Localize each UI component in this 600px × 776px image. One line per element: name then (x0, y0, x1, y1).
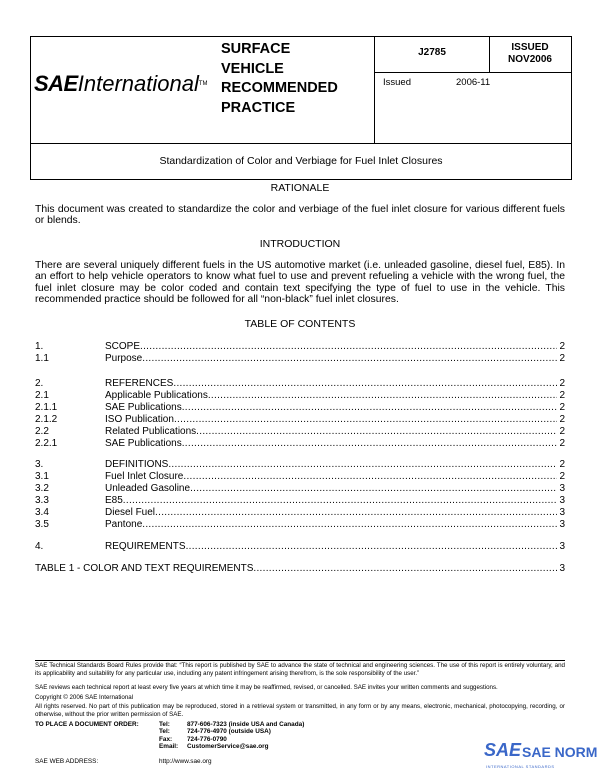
toc-leader-dots (174, 414, 557, 426)
toc-entry-title: Applicable Publications (105, 390, 208, 401)
toc-leader-dots (140, 341, 557, 353)
toc-heading: TABLE OF CONTENTS (244, 318, 356, 330)
toc-entry-number: 3.3 (35, 495, 49, 506)
toc-entry-title: SCOPE (105, 341, 141, 352)
rationale-text: This document was created to standardize the color and verbiage of the fuel inlet closure for various different fuels or blends. (35, 204, 565, 227)
toc-entry-title: Purpose (105, 353, 143, 364)
toc-entry-number: 2.2.1 (35, 438, 58, 449)
header-divider (374, 72, 571, 73)
toc-entry-title: TABLE 1 - COLOR AND TEXT REQUIREMENTS (35, 563, 254, 574)
footer-copyright: Copyright © 2006 SAE International (35, 694, 134, 701)
toc-entry-page: 3 (559, 519, 565, 530)
web-address-link[interactable]: http://www.sae.org (159, 758, 212, 765)
toc-entry[interactable] (35, 541, 565, 553)
issued-date: 2006-11 (456, 77, 491, 88)
toc-entry-page: 2 (559, 402, 565, 413)
toc-entry[interactable] (35, 563, 565, 575)
toc-leader-dots (168, 459, 557, 471)
toc-entry[interactable] (35, 402, 565, 414)
toc-entry-number: 2.1 (35, 390, 49, 401)
toc-entry-number: 3.2 (35, 483, 49, 494)
document-number: J2785 (418, 47, 446, 58)
rationale-heading: RATIONALE (270, 182, 330, 194)
footer-review: SAE reviews each technical report at least every five years at which time it may be reaffirmed, revised, or cancelled. SAE invites your written comments and suggestions. (35, 684, 498, 691)
toc-entry-number: 4. (35, 541, 44, 552)
toc-leader-dots (190, 483, 557, 495)
toc-leader-dots (196, 426, 557, 438)
contact-line: Tel: 877-606-7323 (inside USA and Canada) (159, 721, 305, 728)
document-title: Standardization of Color and Verbiage for Fuel Inlet Closures (30, 142, 572, 180)
toc-entry-number: 2.1.2 (35, 414, 58, 425)
issued-label: Issued (383, 77, 411, 88)
toc-entry-page: 2 (559, 459, 565, 470)
toc-leader-dots (155, 507, 557, 519)
toc-entry[interactable] (35, 471, 565, 483)
toc-leader-dots (208, 390, 557, 402)
introduction-text: There are several uniquely different fuels in the US automotive market (i.e. unleaded gasoline, diesel fuel, E85). In an effort to help vehicle operators to know what fuel to use and prevent refueling a vehicle with the wrong fuel, the fuel inlet closure may be color coded and contain text specifying the type of fuel to use in the vehicle. This recommended practice should be followed for all “non-black” fuel inlet closures. (35, 260, 565, 305)
toc-entry-title: Related Publications (105, 426, 197, 437)
issued-status: ISSUED NOV2006 (508, 42, 552, 65)
toc-entry-number: 1. (35, 341, 44, 352)
toc-entry-title: DEFINITIONS (105, 459, 169, 470)
toc-entry-title: E85 (105, 495, 123, 506)
toc-leader-dots (182, 438, 557, 450)
toc-entry-page: 3 (559, 483, 565, 494)
toc-entry-page: 2 (559, 426, 565, 437)
toc-entry-number: 1.1 (35, 353, 49, 364)
toc-entry-number: 2.2 (35, 426, 49, 437)
toc-entry[interactable] (35, 507, 565, 519)
order-label: TO PLACE A DOCUMENT ORDER: (35, 721, 139, 728)
toc-entry[interactable] (35, 495, 565, 507)
toc-entry-title: REQUIREMENTS (105, 541, 186, 552)
toc-entry[interactable] (35, 378, 565, 390)
toc-entry-number: 3. (35, 459, 44, 470)
toc-entry-number: 3.5 (35, 519, 49, 530)
toc-entry-title: SAE Publications (105, 402, 182, 413)
toc-entry-page: 2 (559, 414, 565, 425)
toc-entry-title: REFERENCES (105, 378, 174, 389)
footer-rules: SAE Technical Standards Board Rules provide that: “This report is published by SAE to advance the state of technical and engineering sciences. The use of this report is entirely voluntary, and its applicability and suitability for any particular use, including any patent infringement arising therefrom, is the sole responsibility of the user.” (35, 662, 565, 677)
toc-entry-page: 3 (559, 563, 565, 574)
toc-leader-dots (123, 495, 557, 507)
toc-entry-page: 2 (559, 471, 565, 482)
footer-rights: All rights reserved. No part of this publication may be reproduced, stored in a retrieval system or transmitted, in any form or by any means, electronic, mechanical, photocopying, recording, or otherwise, without the prior written permission of SAE. (35, 703, 565, 718)
toc-entry[interactable] (35, 483, 565, 495)
toc-leader-dots (183, 471, 557, 483)
toc-entry[interactable] (35, 414, 565, 426)
footer-divider (35, 660, 565, 661)
toc-entry[interactable] (35, 519, 565, 531)
toc-leader-dots (142, 353, 557, 365)
toc-entry-title: Pantone (105, 519, 143, 530)
introduction-heading: INTRODUCTION (259, 238, 341, 250)
toc-entry-page: 2 (559, 378, 565, 389)
toc-entry-page: 2 (559, 438, 565, 449)
toc-entry[interactable] (35, 341, 565, 353)
toc-leader-dots (173, 378, 557, 390)
toc-entry[interactable] (35, 390, 565, 402)
toc-entry-title: Unleaded Gasoline (105, 483, 191, 494)
toc-leader-dots (253, 563, 557, 575)
toc-entry-number: 2.1.1 (35, 402, 58, 413)
toc-leader-dots (186, 541, 557, 553)
document-type: SURFACE VEHICLE RECOMMENDED PRACTICE (221, 41, 338, 116)
toc-entry-title: ISO Publication (105, 414, 174, 425)
toc-leader-dots (182, 402, 557, 414)
toc-entry-number: 2. (35, 378, 44, 389)
contact-line: Fax: 724-776-0790 (159, 735, 227, 743)
toc-entry-title: SAE Publications (105, 438, 182, 449)
contact-line: Email: CustomerService@sae.org (159, 743, 269, 751)
toc-entry-number: 3.1 (35, 471, 49, 482)
toc-entry[interactable] (35, 459, 565, 471)
toc-leader-dots (142, 519, 557, 531)
contact-list (159, 721, 304, 751)
toc-entry-title: Fuel Inlet Closure (105, 471, 184, 482)
toc-entry-page: 3 (559, 541, 565, 552)
sae-norm-stamp: SAE SAE NORM INTERNATIONAL STANDARDS (484, 740, 598, 769)
toc-entry-page: 2 (559, 390, 565, 401)
toc-entry-page: 2 (559, 353, 565, 364)
toc-entry[interactable] (35, 353, 565, 365)
toc-entry-page: 2 (559, 341, 565, 352)
toc-entry[interactable] (35, 438, 565, 450)
toc-entry-page: 3 (559, 495, 565, 506)
toc-entry-number: 3.4 (35, 507, 49, 518)
sae-international-logo: SAEInternational™ (34, 71, 208, 96)
toc-entry[interactable] (35, 426, 565, 438)
web-address-label: SAE WEB ADDRESS: (35, 758, 99, 765)
toc-entry-title: Diesel Fuel (105, 507, 156, 518)
contact-line: Tel: 724-776-4970 (outside USA) (159, 728, 271, 736)
toc-entry-page: 3 (559, 507, 565, 518)
